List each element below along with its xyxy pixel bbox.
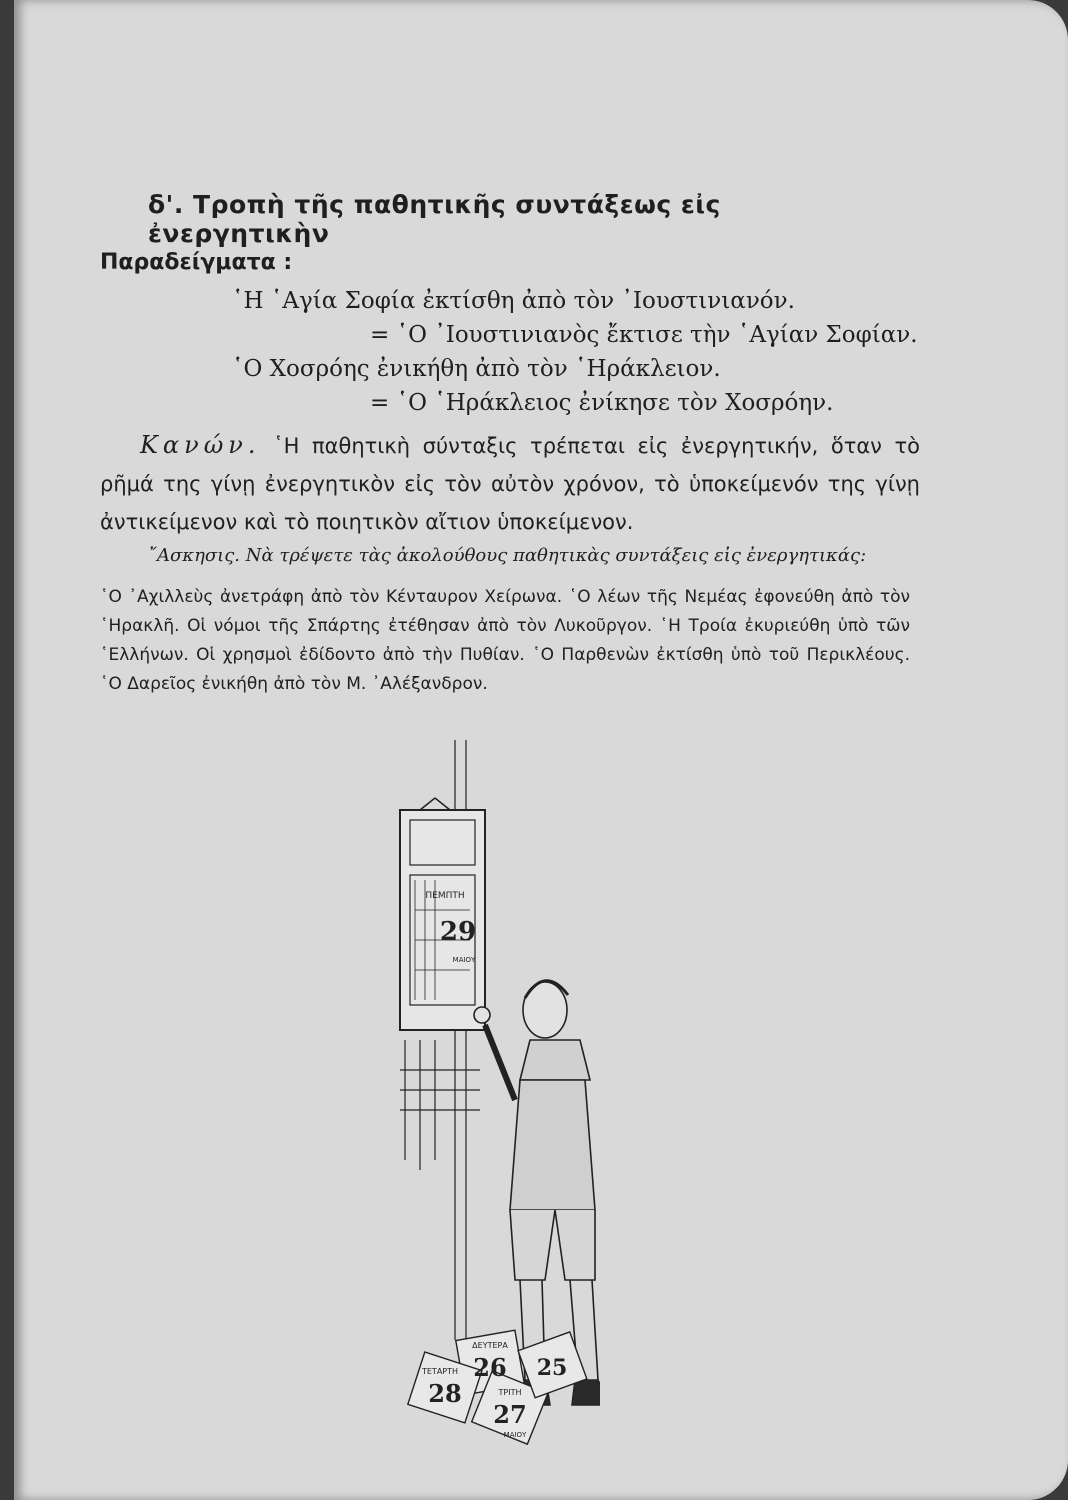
page-day: ΤΡΙΤΗ <box>498 1388 522 1397</box>
page-date: 28 <box>428 1379 462 1408</box>
wall-calendar-day: ΠΕΜΠΤΗ <box>425 891 465 901</box>
rule-text: ῾Η παθητικὴ σύνταξις τρέπεται εἰς ἐνεργητικήν, ὅταν τὸ ρῆμά της γίνῃ ἐνεργητικὸν εἰς τὸν αὐτὸν χρόνον, τὸ ὑποκείμενόν της γίνῃ ἀντικείμενον καὶ τὸ ποιητικὸν αἴτιον ὑποκείμενον. <box>100 434 920 534</box>
page-day: ΔΕΥΤΕΡΑ <box>472 1341 508 1350</box>
rule-label: Κανών. <box>140 431 261 459</box>
page-date: 27 <box>493 1400 527 1429</box>
wall-calendar-icon <box>400 798 485 1030</box>
page-date: 25 <box>536 1355 568 1381</box>
page-date: 26 <box>473 1353 507 1382</box>
example-line: ῾Ο Χοσρόης ἐνικήθη ἀπὸ τὸν ῾Ηράκλειον. <box>232 356 721 382</box>
wall-calendar-date: 29 <box>439 917 477 947</box>
boy-calendar-illustration <box>360 740 600 1470</box>
wall-calendar-month: ΜΑΙΟΥ <box>452 956 476 964</box>
exercise-text: ῾Ο ᾿Αχιλλεὺς ἀνετράφη ἀπὸ τὸν Κένταυρον Χείρωνα. ῾Ο λέων τῆς Νεμέας ἐφονεύθη ἀπὸ τὸν ῾Ηρακλῆ. Οἱ νόμοι τῆς Σπάρτης ἐτέθησαν ἀπὸ τὸν Λυκοῦργον. ῾Η Τροία ἐκυριεύθη ὑπὸ τῶν ῾Ελλήνων. Οἱ χρησμοὶ ἐδίδοντο ἀπὸ τὴν Πυθίαν. ῾Ο Παρθενὼν ἐκτίσθη ὑπὸ τοῦ Περικλέους. ῾Ο Δαρεῖος ἐνικήθη ἀπὸ τὸν Μ. ᾿Αλέξανδρον. <box>100 587 910 694</box>
example-line: = ῾Ο ᾿Ιουστινιανὸς ἔκτισε τὴν ῾Αγίαν Σοφίαν. <box>370 322 918 348</box>
page-day: ΤΕΤΑΡΤΗ <box>421 1367 459 1376</box>
example-line: ῾Η ῾Αγία Σοφία ἐκτίσθη ἀπὸ τὸν ᾿Ιουστινιανόν. <box>232 288 795 314</box>
examples-title: Παραδείγματα : <box>100 250 293 275</box>
example-line: = ῾Ο ῾Ηράκλειος ἐνίκησε τὸν Χοσρόην. <box>370 390 834 416</box>
page-month: ΜΑΙΟΥ <box>503 1431 527 1439</box>
exercise-title: ῎Ασκησις. Νὰ τρέψετε τὰς ἀκολούθους παθητικὰς συντάξεις εἰς ἐνεργητικάς: <box>148 545 867 566</box>
rule-paragraph <box>100 426 920 541</box>
section-heading: δ'. Τροπὴ τῆς παθητικῆς συντάξεως εἰς ἐνεργητικὴν <box>148 190 721 248</box>
